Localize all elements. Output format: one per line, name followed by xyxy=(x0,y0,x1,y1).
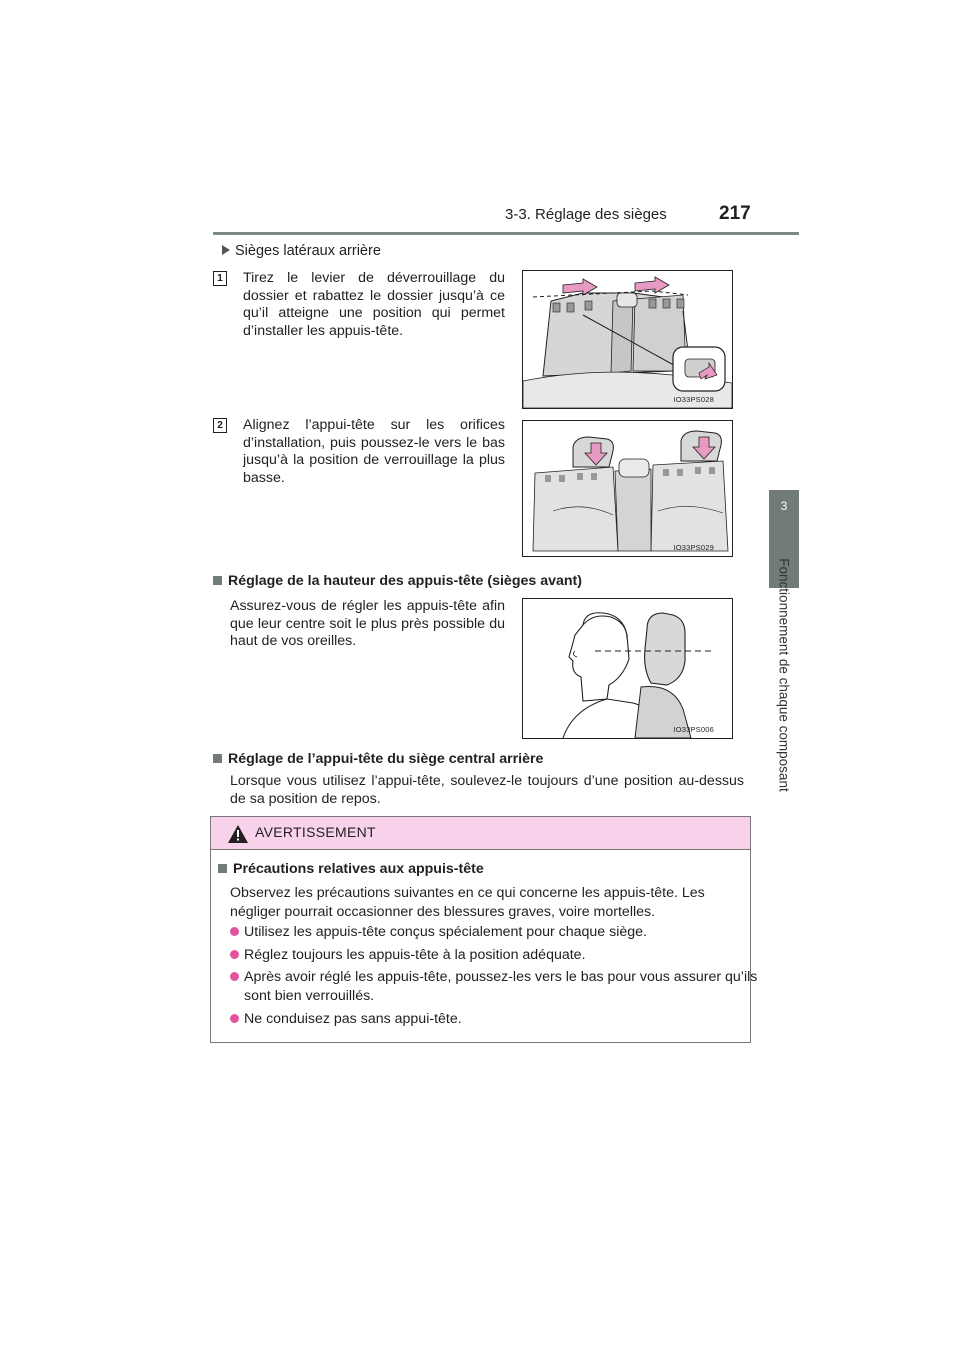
chapter-title-container xyxy=(770,540,798,810)
square-bullet-icon xyxy=(218,864,227,873)
dot-bullet-icon xyxy=(230,972,239,981)
figure-id: IO33PS029 xyxy=(673,543,714,552)
dot-bullet-icon xyxy=(230,950,239,959)
rear-center-text: Lorsque vous utilisez l’appui-tête, soulevez-le toujours d’une position au-dessus de sa position de repos. xyxy=(230,773,744,807)
step-1-badge: 1 xyxy=(213,271,227,286)
warning-title: AVERTISSEMENT xyxy=(255,824,376,840)
dot-bullet-icon xyxy=(230,927,239,936)
chapter-title: Fonctionnement de chaque composant xyxy=(776,558,792,792)
dot-bullet-icon xyxy=(230,1014,239,1023)
head-position-figure xyxy=(522,598,733,739)
warning-bullet-text: Ne conduisez pas sans appui-tête. xyxy=(244,1011,462,1027)
headrest-install-figure xyxy=(522,420,733,557)
triangle-bullet-icon xyxy=(222,245,230,255)
warning-bullet xyxy=(230,968,758,1006)
warning-bullet-text: Réglez toujours les appuis-tête à la position adéquate. xyxy=(244,947,586,963)
warning-bullet-text: Utilisez les appuis-tête conçus spécialement pour chaque siège. xyxy=(244,924,647,940)
rear-center-heading xyxy=(213,751,543,767)
rear-seat-release-figure xyxy=(522,270,733,409)
square-bullet-icon xyxy=(213,576,222,585)
warning-triangle-icon xyxy=(228,825,248,843)
warning-bullet xyxy=(230,946,744,965)
figure-id: IO33PS028 xyxy=(673,395,714,404)
warning-heading xyxy=(218,861,484,877)
warning-header xyxy=(211,817,750,850)
step-2-badge: 2 xyxy=(213,418,227,433)
header-rule xyxy=(213,232,799,235)
step-2-text: Alignez l’appui-tête sur les orifices d’installation, puis poussez-le vers le bas jusqu’à la position de verrouillage la plus basse. xyxy=(243,417,505,486)
warning-bullet xyxy=(230,1010,744,1029)
front-height-text: Assurez-vous de régler les appuis-tête afin que leur centre soit le plus près possible du haut de vos oreilles. xyxy=(230,598,505,650)
page-number: 217 xyxy=(719,203,751,224)
front-height-heading-text: Réglage de la hauteur des appuis-tête (sièges avant) xyxy=(228,573,583,589)
step-1-text: Tirez le levier de déverrouillage du dossier et rabattez le dossier jusqu’à ce qu’il atteigne une position qui permet d’installer les appuis-tête. xyxy=(243,270,505,339)
warning-heading-text: Précautions relatives aux appuis-tête xyxy=(233,861,484,877)
front-height-heading xyxy=(213,573,582,589)
warning-intro: Observez les précautions suivantes en ce qui concerne les appuis-tête. Les négliger pourrait occasionner des blessures graves, voire mortelles. xyxy=(230,885,705,920)
figure-id: IO33PS006 xyxy=(673,725,714,734)
section-title: 3-3. Réglage des sièges xyxy=(505,206,667,223)
warning-box xyxy=(210,816,758,1043)
square-bullet-icon xyxy=(213,754,222,763)
warning-bullet xyxy=(230,923,744,942)
rear-center-heading-text: Réglage de l’appui-tête du siège central arrière xyxy=(228,751,544,767)
chapter-number: 3 xyxy=(780,499,788,513)
warning-bullet-text: Après avoir réglé les appuis-tête, poussez-les vers le bas pour vous assurer qu’ils sont bien verrouillés. xyxy=(244,969,758,1004)
rear-side-subheading-text: Sièges latéraux arrière xyxy=(235,243,381,259)
rear-side-subheading xyxy=(222,243,381,259)
